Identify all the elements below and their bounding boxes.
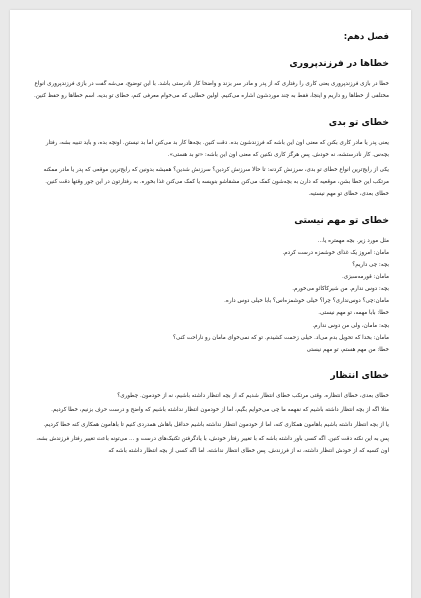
dialogue-line: خطا: من مهم هستم، تو مهم نیستی [306,346,389,353]
paragraph: خطای بعدی، خطای انتظاره. وقتی مرتکب خطای انتظار شدیم که از بچه انتظار داشته باشیم، نه از خودمون. چطوری؟ [117,392,389,399]
paragraph: خطا در بازی فرزندپروری یعنی کاری را رفتاری که از پدر و مادر سر بزند و واضحا کار نادرستی باشد. با این توضیح، می‌شه گفت در بازی فرزندپروری انواع مختلفی از خطاها رو داریم و اینجا، فقط به چند موردشون اشاره می‌کنیم. اولین خطایی که می‌خوام معرفی کنم، خطای تو بدیه. اسم خطاها رو حفظ کنین. [34,81,389,100]
dialogue-line: مامان:چی؟ دوس‌نداری؟ چرا؟ خیلی خوشمزه‌اس؟ بابا خیلی دوس داره. [224,298,389,305]
document-page [10,10,411,598]
dialogue-line: بچه: دوس ندارم. من شیرکاکائو می‌خورم. [292,286,389,293]
section-heading: خطاها در فرزندپروری [289,58,389,69]
dialogue-line: مامان: قورمه‌سبزی. [341,274,389,281]
paragraph: یعنی پدر یا مادر کاری بکنن که معنی اون این باشه که فرزندشون بده. دقت کنین. بچه‌ها کار بد می‌کنن اما بد نیستن. اونچه بده، و باید تنبیه بشه، رفتار بچه‌س. کار نادرستشه، نه خودش. پس هرگز کاری نکنین که معنی اون این باشه: «تو بد هستی». [45,139,389,159]
dialogue-block [32,235,389,356]
section-heading: خطای انتظار [330,369,389,381]
dialogue-line: بچه: مامان، ولی من دوس ندارم. [312,322,389,329]
paragraph: مثلا اگه از بچه انتظار داشته باشیم که نفهمه ما چی می‌خوایم بگیم، اما از خودمون انتظار نداشته باشیم که واضح و درست حرف بزنیم، خطا کردیم. [51,407,389,414]
dialogue-line: مثل مورد زیر. بچه مهمتره یا... [317,237,389,244]
chapter-title: فصل دهم: [343,32,389,42]
section-heading: خطای تو مهم نیستی [294,214,389,226]
dialogue-line: مامان: امروز یک غذای خوشمزه درست کردم. [282,249,389,256]
paragraph: یکی از رایج‌ترین انواع خطای تو بدی، سرزنش کردنه: تا حالا سرزنش کردین؟ سرزنش شدین؟ همیشه بدونین که رایج‌ترین موقعی که پدر یا مادر ممکنه مرتکب این خطا بشن، موقعیه که دارن به بچه‌شون کمک می‌کنن مشقاشو بنویسه یا کمک می‌کنن غذا بخوره. به رفتارتون در این جور وقتها دقت کنین. خطای بعدی، خطای تو مهم نیستیه. [43,166,389,198]
dialogue-line: خطا: بابا مهمه، تو مهم نیستی. [318,310,389,317]
paragraph: پس به این نکته دقت کنین. اگه کسی باور داشته باشه که با تغییر رفتار خودش، با یادگرفتن تکنیک‌های درست و ... می‌تونه باعث تغییر رفتار فرزندش بشه، اون کسیه که از خودش انتظار داشته، نه از فرزندش. پس خطای انتظار نداشته. اما اگه کسی از بچه انتظار داشته باشه که [36,436,389,455]
document-content [10,10,411,458]
section-heading: خطای تو بدی [328,116,389,128]
paragraph: یا از بچه انتظار داشته باشیم باهامون همکاری کنه، اما از خودمون انتظار نداشته باشیم حداقل باهاش همدردی کنیم تا باهامون همکاری کنه خطا کردیم. [43,421,389,428]
dialogue-line: بچه: چی داریم؟ [352,262,389,269]
dialogue-line: مامان: بخدا که تحویل بدم می‌اد. خیلی زحمت کشیدم. تو که نمی‌خوای مامان رو ناراحت کنی؟ [173,334,389,341]
